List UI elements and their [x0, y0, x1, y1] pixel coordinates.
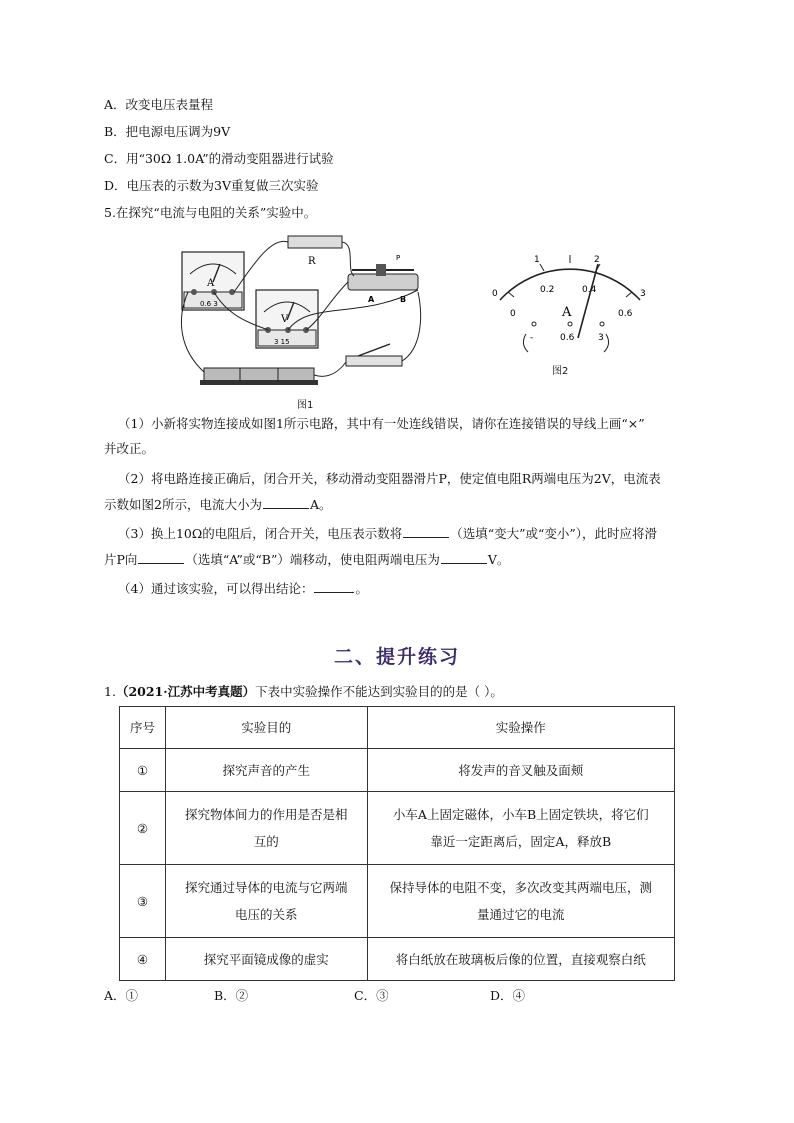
- table-row: ④ 探究平面镜成像的虚实 将白纸放在玻璃板后像的位置，直接观察白纸: [120, 938, 675, 981]
- option-d: D．电压表的示数为3V重复做三次实验: [104, 178, 319, 193]
- experiment-table: [119, 706, 675, 981]
- dial-needle: [578, 264, 598, 338]
- option-c: C．用“30Ω 1.0A”的滑动变阻器进行试验: [104, 151, 334, 166]
- svg-text:0.6: 0.6: [560, 333, 575, 343]
- battery-drawing: [200, 368, 318, 385]
- ammeter-dial-figure-2: [492, 255, 646, 352]
- resistor-drawing: [288, 236, 342, 267]
- svg-text:0.6 3: 0.6 3: [200, 300, 218, 308]
- figure-1-caption: 图1: [297, 400, 314, 411]
- svg-text:1: 1: [534, 255, 540, 265]
- svg-text:0.6: 0.6: [618, 309, 633, 319]
- svg-text:R: R: [308, 256, 316, 267]
- table-row: ① 探究声音的产生 将发声的音叉触及面颊: [120, 749, 675, 792]
- rheostat-drawing: [348, 254, 418, 304]
- q5-sub2-line2: 示数如图2所示，电流大小为 A。: [104, 497, 332, 512]
- svg-text:0.2: 0.2: [540, 285, 555, 295]
- choice-a[interactable]: A．①: [104, 988, 139, 1003]
- ammeter-drawing: [182, 252, 244, 310]
- q5-sub3-line1: （3）换上10Ω的电阻后，闭合开关，电压表示数将 （选填“变大”或“变小”），此时应将滑: [118, 526, 658, 541]
- answer-blank[interactable]: [263, 496, 309, 509]
- table-header: 实验操作: [367, 707, 674, 749]
- svg-text:B: B: [400, 295, 407, 304]
- answer-blank[interactable]: [314, 580, 354, 593]
- svg-text:P: P: [396, 254, 401, 262]
- svg-text:3 15: 3 15: [274, 338, 290, 346]
- table-row: ③ 探究通过导体的电流与它两端 电压的关系 保持导体的电阻不变，多次改变其两端电压，测 量通过它的电流: [120, 865, 675, 938]
- section-title: 二、提升练习: [333, 646, 460, 668]
- answer-blank[interactable]: [138, 551, 184, 564]
- svg-text:0.4: 0.4: [582, 285, 597, 295]
- q5-sub1-line2: 并改正。: [104, 441, 155, 456]
- switch-drawing: [346, 344, 402, 366]
- table-row: ② 探究物体间力的作用是否是相 互的 小车A上固定磁体，小车B上固定铁块，将它们 靠近一定距离后，固定A，释放B: [120, 792, 675, 865]
- ammeter-letter: A: [207, 278, 215, 289]
- q5-sub3-line2: 片P向 （选填“A”或“B”）端移动，使电阻两端电压为 V。: [104, 552, 510, 567]
- choice-b[interactable]: B．②: [214, 988, 249, 1003]
- svg-text:A: A: [562, 305, 572, 320]
- choice-d[interactable]: D．④: [490, 988, 526, 1003]
- figure-2-caption: 图2: [552, 366, 569, 377]
- svg-text:0: 0: [492, 289, 498, 299]
- circuit-figure-1: [170, 230, 670, 410]
- svg-text:0: 0: [510, 309, 516, 319]
- table-header: 实验目的: [165, 707, 367, 749]
- svg-text:A: A: [368, 295, 375, 304]
- q1-source: （2021·江苏中考真题）: [115, 684, 256, 699]
- table-header: 序号: [120, 707, 166, 749]
- question-5-stem: 5.在探究“电流与电阻的关系”实验中。: [104, 205, 317, 220]
- q5-sub1-line1: （1）小新将实物连接成如图1所示电路，其中有一处连线错误，请你在连接错误的导线上画“×”: [118, 416, 645, 431]
- answer-blank[interactable]: [441, 551, 487, 564]
- svg-text:3: 3: [598, 333, 604, 343]
- voltmeter-letter: V: [281, 314, 289, 325]
- answer-blank[interactable]: [403, 525, 449, 538]
- q5-sub4: （4）通过该实验，可以得出结论： 。: [118, 581, 368, 596]
- figure-area: [170, 230, 670, 410]
- svg-text:2: 2: [594, 255, 600, 265]
- voltmeter-drawing: [256, 290, 318, 348]
- choice-c[interactable]: C．③: [354, 988, 389, 1003]
- option-a: A．改变电压表量程: [104, 97, 214, 112]
- svg-text:-: -: [530, 333, 534, 343]
- q5-sub2-line1: （2）将电路连接正确后，闭合开关，移动滑动变阻器滑片P，使定值电阻R两端电压为2V，电流表: [118, 471, 661, 486]
- q1-stem: 1.（2021·江苏中考真题）下表中实验操作不能达到实验目的的是（ ）。: [104, 684, 503, 699]
- svg-text:3: 3: [640, 289, 646, 299]
- option-b: B．把电源电压调为9V: [104, 124, 231, 139]
- table-header-row: [120, 707, 675, 749]
